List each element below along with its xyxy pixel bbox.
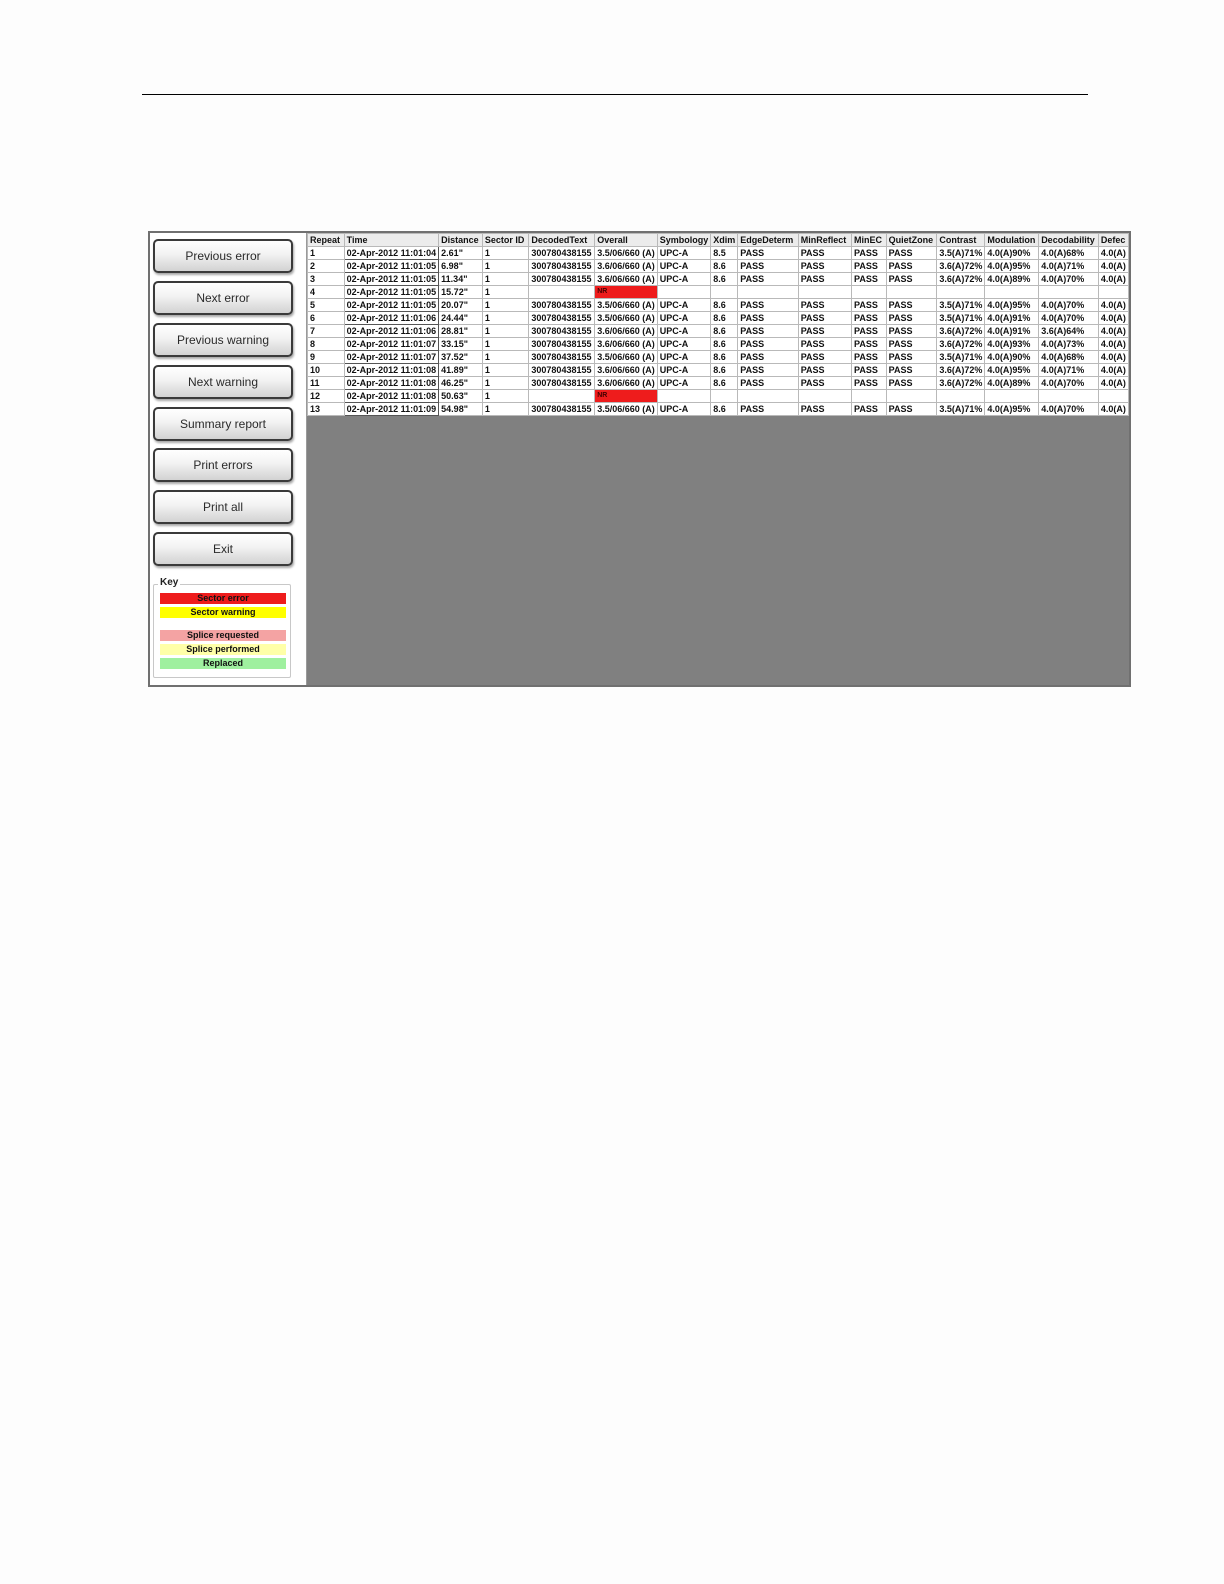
table-cell: 46.25" [439, 377, 483, 390]
table-cell: 02-Apr-2012 11:01:05 [344, 273, 439, 286]
table-cell: 1 [482, 260, 529, 273]
table-cell [937, 390, 985, 403]
table-cell: 4.0(A)68% [1039, 351, 1099, 364]
table-cell: 4.0(A)68% [1039, 247, 1099, 260]
table-cell: UPC-A [657, 247, 711, 260]
results-table [307, 233, 1129, 416]
table-cell: 8.6 [711, 377, 738, 390]
table-cell [985, 286, 1039, 299]
table-cell: 37.52" [439, 351, 483, 364]
table-cell: PASS [738, 377, 798, 390]
table-cell: PASS [852, 325, 887, 338]
table-cell: 300780438155 [529, 325, 595, 338]
table-cell: 4.0(A)70% [1039, 299, 1099, 312]
table-cell: 4.0(A) [1098, 247, 1128, 260]
table-cell: 8.6 [711, 338, 738, 351]
table-cell: UPC-A [657, 299, 711, 312]
table-cell: 3.6(A)72% [937, 364, 985, 377]
table-cell: UPC-A [657, 325, 711, 338]
table-cell: PASS [852, 247, 887, 260]
table-cell: 1 [308, 247, 345, 260]
table-cell: 1 [482, 377, 529, 390]
table-cell: 5 [308, 299, 345, 312]
table-cell: 10 [308, 364, 345, 377]
table-cell: 3.5/06/660 (A) [595, 312, 658, 325]
table-cell: PASS [852, 403, 887, 416]
table-cell: PASS [738, 364, 798, 377]
table-cell: 2 [308, 260, 345, 273]
table-cell: 8.5 [711, 247, 738, 260]
table-cell: 4.0(A)95% [985, 364, 1039, 377]
key-replaced: Replaced [160, 658, 286, 669]
table-cell: 4.0(A)73% [1039, 338, 1099, 351]
verifier-results-window [148, 231, 1131, 687]
table-cell: PASS [738, 351, 798, 364]
table-cell: PASS [852, 377, 887, 390]
table-cell: 4.0(A)93% [985, 338, 1039, 351]
color-key [153, 577, 291, 678]
table-cell: UPC-A [657, 260, 711, 273]
key-sector-warning: Sector warning [160, 607, 286, 618]
table-cell: PASS [886, 273, 937, 286]
table-cell: 3.5(A)71% [937, 299, 985, 312]
table-cell: 3.6/06/660 (A) [595, 325, 658, 338]
table-cell: 4.0(A)70% [1039, 312, 1099, 325]
table-cell: 02-Apr-2012 11:01:04 [344, 247, 439, 260]
table-cell: UPC-A [657, 351, 711, 364]
table-cell: 8.6 [711, 403, 738, 416]
column-header[interactable]: Modulation [985, 234, 1039, 247]
print-all-button[interactable]: Print all [153, 490, 293, 524]
table-cell: 3.5(A)71% [937, 403, 985, 416]
table-cell: PASS [798, 351, 851, 364]
table-cell: PASS [852, 364, 887, 377]
table-cell: UPC-A [657, 364, 711, 377]
table-cell: 4.0(A)90% [985, 351, 1039, 364]
table-cell: 02-Apr-2012 11:01:08 [344, 364, 439, 377]
table-cell: 4.0(A)95% [985, 260, 1039, 273]
table-cell: 1 [482, 299, 529, 312]
table-row[interactable] [308, 403, 1129, 416]
table-cell: PASS [738, 312, 798, 325]
table-cell: 20.07" [439, 299, 483, 312]
column-header[interactable]: MinEC [852, 234, 887, 247]
table-cell: 8.6 [711, 260, 738, 273]
table-cell: 3.5(A)71% [937, 247, 985, 260]
table-row[interactable] [308, 377, 1129, 390]
table-cell: 4.0(A) [1098, 377, 1128, 390]
key-title: Key [160, 577, 179, 588]
table-cell: PASS [798, 260, 851, 273]
table-cell: UPC-A [657, 377, 711, 390]
table-cell: PASS [886, 377, 937, 390]
column-header[interactable]: DecodedText [529, 234, 595, 247]
table-cell [937, 286, 985, 299]
table-cell: PASS [738, 273, 798, 286]
table-cell [738, 286, 798, 299]
table-cell: 1 [482, 351, 529, 364]
results-grid-area[interactable] [307, 233, 1129, 685]
table-cell: 02-Apr-2012 11:01:05 [344, 260, 439, 273]
table-cell: 300780438155 [529, 351, 595, 364]
table-cell: 3.5/06/660 (A) [595, 247, 658, 260]
table-row[interactable] [308, 299, 1129, 312]
table-cell: PASS [852, 273, 887, 286]
column-header[interactable]: Contrast [937, 234, 985, 247]
table-cell: PASS [886, 247, 937, 260]
table-cell: UPC-A [657, 403, 711, 416]
table-cell: 3.6(A)72% [937, 273, 985, 286]
table-cell: 24.44" [439, 312, 483, 325]
table-cell: 300780438155 [529, 338, 595, 351]
table-cell: 1 [482, 273, 529, 286]
table-cell: PASS [798, 403, 851, 416]
table-cell: 4.0(A)95% [985, 299, 1039, 312]
table-cell [852, 286, 887, 299]
table-cell [1039, 390, 1099, 403]
column-header[interactable]: MinReflect [798, 234, 851, 247]
table-cell: 4.0(A) [1098, 351, 1128, 364]
table-cell: PASS [886, 299, 937, 312]
table-cell: 4.0(A) [1098, 312, 1128, 325]
table-cell: PASS [886, 403, 937, 416]
table-row[interactable] [308, 364, 1129, 377]
table-cell: 3.6(A)72% [937, 260, 985, 273]
table-cell: 300780438155 [529, 312, 595, 325]
table-cell: 4.0(A) [1098, 260, 1128, 273]
table-cell: 4.0(A)91% [985, 325, 1039, 338]
table-cell: 4.0(A)89% [985, 377, 1039, 390]
table-cell: PASS [798, 273, 851, 286]
table-cell [657, 390, 711, 403]
table-cell: 300780438155 [529, 273, 595, 286]
table-cell: 3.6(A)64% [1039, 325, 1099, 338]
table-cell: 11 [308, 377, 345, 390]
table-cell: 300780438155 [529, 247, 595, 260]
table-cell: 02-Apr-2012 11:01:05 [344, 286, 439, 299]
table-cell: NR [595, 286, 658, 299]
table-cell: 4.0(A)90% [985, 247, 1039, 260]
next-warning-button[interactable]: Next warning [153, 365, 293, 399]
key-splice-performed: Splice performed [160, 644, 286, 655]
key-sector-error: Sector error [160, 593, 286, 604]
table-cell: PASS [886, 338, 937, 351]
table-cell: 02-Apr-2012 11:01:07 [344, 351, 439, 364]
column-header[interactable]: Symbology [657, 234, 711, 247]
column-header[interactable]: Decodability [1039, 234, 1099, 247]
table-cell: 3.6(A)72% [937, 377, 985, 390]
table-cell: PASS [798, 364, 851, 377]
table-cell: PASS [798, 338, 851, 351]
table-cell: 9 [308, 351, 345, 364]
table-cell: 02-Apr-2012 11:01:05 [344, 299, 439, 312]
table-row[interactable] [308, 247, 1129, 260]
column-header[interactable]: QuietZone [886, 234, 937, 247]
action-panel [150, 233, 307, 685]
table-cell [852, 390, 887, 403]
table-cell [1039, 286, 1099, 299]
table-cell: 3.6/06/660 (A) [595, 273, 658, 286]
table-row[interactable] [308, 312, 1129, 325]
table-cell: 28.81" [439, 325, 483, 338]
table-cell: 4.0(A) [1098, 403, 1128, 416]
table-cell: PASS [798, 377, 851, 390]
table-cell: 1 [482, 390, 529, 403]
table-row[interactable] [308, 338, 1129, 351]
table-cell: PASS [738, 247, 798, 260]
table-cell: PASS [738, 325, 798, 338]
table-cell: 15.72" [439, 286, 483, 299]
table-cell: 50.63" [439, 390, 483, 403]
column-header[interactable]: EdgeDeterm [738, 234, 798, 247]
table-cell: 4.0(A)89% [985, 273, 1039, 286]
table-cell: 02-Apr-2012 11:01:09 [344, 403, 439, 416]
table-cell: 1 [482, 325, 529, 338]
key-splice-requested: Splice requested [160, 630, 286, 641]
table-cell: 3.5(A)71% [937, 312, 985, 325]
table-cell: 3.5/06/660 (A) [595, 351, 658, 364]
table-cell: PASS [852, 312, 887, 325]
table-cell: 300780438155 [529, 364, 595, 377]
table-cell: 4.0(A)71% [1039, 364, 1099, 377]
table-row[interactable] [308, 390, 1129, 403]
next-error-button[interactable]: Next error [153, 281, 293, 315]
table-cell: 4.0(A)70% [1039, 273, 1099, 286]
table-cell [1098, 390, 1128, 403]
table-row[interactable] [308, 286, 1129, 299]
table-cell: PASS [852, 299, 887, 312]
table-cell [886, 286, 937, 299]
table-cell: PASS [798, 299, 851, 312]
table-cell: 4 [308, 286, 345, 299]
table-cell: 3.5/06/660 (A) [595, 403, 658, 416]
table-cell: PASS [886, 351, 937, 364]
table-cell: 3.6/06/660 (A) [595, 364, 658, 377]
table-cell: 1 [482, 338, 529, 351]
table-cell: PASS [738, 260, 798, 273]
table-cell: NR [595, 390, 658, 403]
table-cell: 33.15" [439, 338, 483, 351]
print-errors-button[interactable]: Print errors [153, 448, 293, 482]
table-cell [529, 286, 595, 299]
table-cell: 1 [482, 286, 529, 299]
table-cell: 4.0(A)70% [1039, 403, 1099, 416]
table-cell: 1 [482, 403, 529, 416]
table-cell: 7 [308, 325, 345, 338]
table-cell: 1 [482, 312, 529, 325]
table-cell: 8 [308, 338, 345, 351]
table-cell [985, 390, 1039, 403]
table-row[interactable] [308, 273, 1129, 286]
table-cell: PASS [886, 312, 937, 325]
table-cell: PASS [886, 364, 937, 377]
table-cell: 8.6 [711, 325, 738, 338]
table-cell: PASS [798, 312, 851, 325]
table-cell: 4.0(A) [1098, 325, 1128, 338]
table-cell: 2.61" [439, 247, 483, 260]
table-cell: 3.6(A)72% [937, 325, 985, 338]
table-cell: 4.0(A) [1098, 364, 1128, 377]
table-cell [798, 390, 851, 403]
table-cell: 02-Apr-2012 11:01:08 [344, 377, 439, 390]
table-cell: 4.0(A) [1098, 338, 1128, 351]
table-cell [711, 286, 738, 299]
table-cell: 13 [308, 403, 345, 416]
column-header[interactable]: Sector ID [482, 234, 529, 247]
column-header[interactable]: Time [344, 234, 439, 247]
table-cell: 4.0(A)71% [1039, 260, 1099, 273]
table-cell: 02-Apr-2012 11:01:07 [344, 338, 439, 351]
table-cell: PASS [738, 338, 798, 351]
table-row[interactable] [308, 325, 1129, 338]
exit-button[interactable]: Exit [153, 532, 293, 566]
table-cell: 6 [308, 312, 345, 325]
table-cell: 41.89" [439, 364, 483, 377]
table-cell: 4.0(A) [1098, 273, 1128, 286]
table-cell: 3 [308, 273, 345, 286]
table-cell: 8.6 [711, 351, 738, 364]
table-cell: 3.6/06/660 (A) [595, 377, 658, 390]
table-cell: PASS [852, 260, 887, 273]
table-cell: PASS [886, 260, 937, 273]
table-cell: 02-Apr-2012 11:01:06 [344, 312, 439, 325]
column-header[interactable]: Overall [595, 234, 658, 247]
table-row[interactable] [308, 260, 1129, 273]
table-cell: UPC-A [657, 273, 711, 286]
table-cell: PASS [798, 325, 851, 338]
previous-error-button[interactable]: Previous error [153, 239, 293, 273]
table-cell [886, 390, 937, 403]
table-row[interactable] [308, 351, 1129, 364]
table-cell: 4.0(A)91% [985, 312, 1039, 325]
table-cell: 11.34" [439, 273, 483, 286]
table-cell [529, 390, 595, 403]
column-header[interactable]: Distance [439, 234, 483, 247]
table-cell: 12 [308, 390, 345, 403]
table-cell [657, 286, 711, 299]
table-cell: 4.0(A)95% [985, 403, 1039, 416]
table-cell: 4.0(A) [1098, 299, 1128, 312]
table-cell: 3.6/06/660 (A) [595, 260, 658, 273]
table-cell: PASS [738, 403, 798, 416]
column-header[interactable]: Repeat [308, 234, 345, 247]
table-cell: 1 [482, 247, 529, 260]
table-cell: 54.98" [439, 403, 483, 416]
table-cell: 02-Apr-2012 11:01:06 [344, 325, 439, 338]
table-cell [711, 390, 738, 403]
table-cell: 3.5/06/660 (A) [595, 299, 658, 312]
table-cell: PASS [886, 325, 937, 338]
table-cell: 8.6 [711, 299, 738, 312]
table-cell: 4.0(A)70% [1039, 377, 1099, 390]
table-cell [798, 286, 851, 299]
column-header[interactable]: Xdim [711, 234, 738, 247]
header-rule [142, 94, 1088, 95]
table-cell: 8.6 [711, 364, 738, 377]
table-cell: PASS [798, 247, 851, 260]
table-cell: UPC-A [657, 338, 711, 351]
summary-report-button[interactable]: Summary report [153, 407, 293, 441]
table-cell: 8.6 [711, 273, 738, 286]
column-header[interactable]: Defec [1098, 234, 1128, 247]
table-cell: PASS [852, 351, 887, 364]
table-cell: 300780438155 [529, 377, 595, 390]
table-cell: 6.98" [439, 260, 483, 273]
table-cell: 300780438155 [529, 260, 595, 273]
table-cell: UPC-A [657, 312, 711, 325]
table-cell: 02-Apr-2012 11:01:08 [344, 390, 439, 403]
table-cell [738, 390, 798, 403]
table-cell: PASS [738, 299, 798, 312]
table-cell: PASS [852, 338, 887, 351]
table-cell: 300780438155 [529, 299, 595, 312]
table-cell: 3.5(A)71% [937, 351, 985, 364]
table-cell: 1 [482, 364, 529, 377]
previous-warning-button[interactable]: Previous warning [153, 323, 293, 357]
table-cell [1098, 286, 1128, 299]
table-cell: 3.6/06/660 (A) [595, 338, 658, 351]
table-cell: 3.6(A)72% [937, 338, 985, 351]
table-header-row [308, 234, 1129, 247]
table-cell: 8.6 [711, 312, 738, 325]
table-cell: 300780438155 [529, 403, 595, 416]
